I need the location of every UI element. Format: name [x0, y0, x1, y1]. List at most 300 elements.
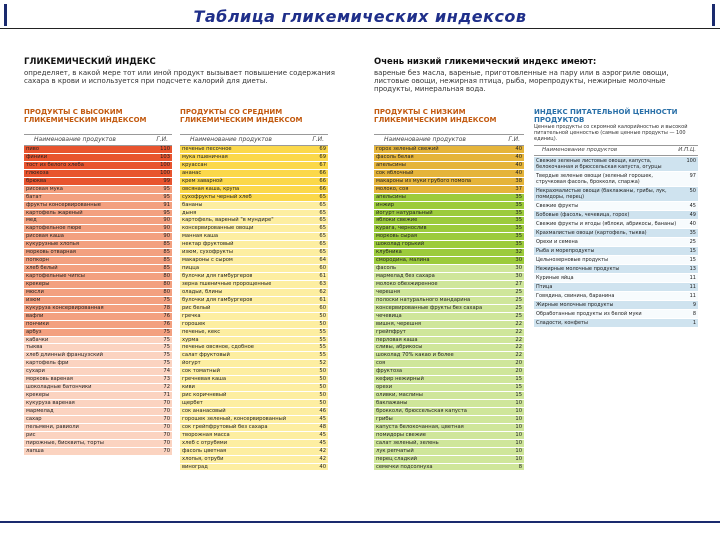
low-gi-table-row	[374, 344, 524, 352]
low-gi-table-row	[374, 202, 524, 210]
high-gi-gi-value: 80	[163, 288, 170, 295]
mid-gi-gi-value: 45	[319, 415, 326, 422]
low-gi-gi-value: 22	[515, 320, 522, 327]
high-gi-product-name: сухари	[26, 368, 45, 375]
high-gi-product-name: кукуруза вареная	[26, 400, 75, 406]
nutrition-ipc-header: И.П.Ц.	[678, 147, 696, 153]
low-gi-product-name: брокколи, брюссельская капуста	[376, 407, 467, 414]
intro-right-text: вареные без масла, вареные, приготовленные на пару или в аэрогриле овощи, листовые овощи, нежирная птица, рыба, морепродукты, нежирные молочные продукты, минеральная вода.	[374, 69, 669, 93]
nutrition-table-row	[534, 247, 698, 256]
mid-gi-gi-value: 50	[319, 376, 326, 383]
mid-gi-gi-value: 69	[319, 146, 326, 152]
low-gi-product-name: фруктоза	[376, 368, 403, 375]
mid-gi-gi-value: 45	[319, 431, 326, 438]
high-gi-gi-value: 78	[163, 304, 170, 311]
high-gi-product-name: попкорн	[26, 257, 49, 264]
intro-left-heading: ГЛИКЕМИЧЕСКИЙ ИНДЕКС	[24, 57, 156, 67]
high-gi-gi-value: 90	[163, 217, 170, 224]
nutrition-product-name: Рыба и морепродукты	[536, 248, 595, 254]
high-gi-table-row	[24, 178, 172, 186]
high-gi-product-name: хлеб длинный французский	[26, 352, 103, 359]
high-gi-gi-value: 85	[163, 265, 170, 272]
high-gi-table-row	[24, 273, 172, 281]
mid-gi-product-name: изюм, сухофрукты	[182, 249, 233, 256]
high-gi-table-row	[24, 257, 172, 265]
mid-gi-table-row	[180, 376, 328, 384]
mid-gi-table-row	[180, 178, 328, 186]
nutrition-table-row	[534, 319, 698, 328]
low-gi-table-row	[374, 297, 524, 305]
low-gi-gi-value: 15	[515, 384, 522, 391]
low-gi-rows	[374, 146, 524, 471]
mid-gi-product-name: киви	[182, 384, 195, 391]
low-gi-product-name: орехи	[376, 384, 393, 391]
nutrition-product-name: Свежие фрукты	[536, 203, 579, 209]
nutrition-table-row	[534, 283, 698, 292]
mid-gi-gi-value: 65	[319, 249, 326, 256]
intro-right	[374, 58, 698, 93]
mid-gi-rows	[180, 146, 328, 471]
low-gi-gi-value: 38	[515, 177, 522, 184]
high-gi-name-header: Наименование продуктов	[34, 136, 116, 143]
mid-gi-table-row	[180, 194, 328, 202]
low-gi-gi-value: 35	[515, 209, 522, 216]
low-gi-table-row	[374, 194, 524, 202]
low-gi-table-row	[374, 265, 524, 273]
low-gi-title: ПРОДУКТЫ С НИЗКИМ ГЛИКЕМИЧЕСКИМ ИНДЕКСОМ	[374, 108, 497, 124]
mid-gi-table-row	[180, 281, 328, 289]
high-gi-product-name: батат	[26, 193, 42, 200]
high-gi-product-name: мед	[26, 217, 37, 224]
low-gi-table-row	[374, 392, 524, 400]
low-gi-table-header	[374, 134, 524, 146]
mid-gi-product-name: фасоль цветная	[182, 447, 227, 454]
mid-gi-product-name: оладьи, блины	[182, 288, 223, 295]
low-gi-product-name: перловая каша	[376, 336, 418, 343]
high-gi-table-row	[24, 448, 172, 456]
low-gi-table-row	[374, 273, 524, 281]
mid-gi-column	[180, 108, 328, 471]
low-gi-gi-value: 30	[515, 265, 522, 272]
high-gi-product-name: картофель фри	[26, 360, 69, 367]
nutrition-ipc-value: 11	[689, 293, 696, 299]
high-gi-gi-value: 103	[160, 153, 170, 160]
mid-gi-product-name: салат фруктовый	[182, 352, 230, 359]
low-gi-product-name: молоко, соя	[376, 185, 409, 192]
high-gi-gi-header: Г.И.	[156, 136, 168, 143]
high-gi-gi-value: 70	[163, 439, 170, 446]
mid-gi-gi-value: 46	[319, 407, 326, 414]
high-gi-table-row	[24, 249, 172, 257]
low-gi-gi-value: 37	[515, 185, 522, 192]
mid-gi-gi-value: 55	[319, 328, 326, 335]
low-gi-gi-value: 8	[518, 463, 522, 470]
mid-gi-gi-value: 55	[319, 336, 326, 343]
mid-gi-product-name: круассан	[182, 161, 207, 168]
low-gi-gi-value: 35	[515, 233, 522, 240]
low-gi-gi-value: 30	[515, 257, 522, 264]
mid-gi-gi-value: 62	[319, 288, 326, 295]
low-gi-product-name: полоски натурального мандарина	[376, 296, 471, 303]
low-gi-gi-value: 22	[515, 328, 522, 335]
high-gi-gi-value: 76	[163, 320, 170, 327]
low-gi-gi-value: 10	[515, 439, 522, 446]
high-gi-table-row	[24, 297, 172, 305]
nutrition-ipc-value: 50	[689, 188, 696, 194]
mid-gi-table-row	[180, 400, 328, 408]
mid-gi-table-row	[180, 265, 328, 273]
high-gi-gi-value: 70	[163, 400, 170, 406]
nutrition-ipc-value: 35	[689, 230, 696, 236]
mid-gi-table-row	[180, 210, 328, 218]
mid-gi-name-header: Наименование продуктов	[190, 136, 272, 143]
nutrition-table-row	[534, 172, 698, 187]
mid-gi-product-name: мука пшеничная	[182, 153, 228, 160]
high-gi-gi-value: 70	[163, 407, 170, 414]
mid-gi-product-name: манная каша	[182, 233, 219, 240]
high-gi-gi-value: 99	[163, 177, 170, 184]
high-gi-table-row	[24, 154, 172, 162]
high-gi-product-name: пирожные, бисквиты, торты	[26, 439, 104, 446]
low-gi-product-name: помидоры свежие	[376, 431, 426, 438]
mid-gi-table-row	[180, 162, 328, 170]
nutrition-ipc-value: 13	[689, 266, 696, 272]
mid-gi-table-row	[180, 408, 328, 416]
nutrition-product-name: Свежие зеленые листовые овощи, капуста, белокочанная и брюссельская капуста, огурцы	[536, 158, 662, 170]
nutrition-ipc-value: 40	[689, 221, 696, 227]
high-gi-product-name: лапша	[26, 447, 44, 454]
low-gi-product-name: макароны из муки грубого помола	[376, 177, 472, 184]
high-gi-gi-value: 90	[163, 233, 170, 240]
mid-gi-table-row	[180, 448, 328, 456]
low-gi-table-row	[374, 146, 524, 154]
nutrition-table-row	[534, 256, 698, 265]
mid-gi-gi-header: Г.И.	[312, 136, 324, 143]
mid-gi-table-row	[180, 321, 328, 329]
nutrition-ipc-value: 100	[686, 158, 696, 164]
high-gi-gi-value: 100	[160, 169, 170, 176]
mid-gi-table-row	[180, 241, 328, 249]
low-gi-gi-value: 15	[515, 392, 522, 399]
high-gi-table-row	[24, 376, 172, 384]
mid-gi-product-name: булочки для гамбургеров	[182, 296, 253, 303]
high-gi-gi-value: 91	[163, 201, 170, 208]
high-gi-gi-value: 75	[163, 328, 170, 335]
mid-gi-product-name: печенье песочное	[182, 146, 232, 152]
low-gi-table-row	[374, 170, 524, 178]
slide-title-bar	[0, 0, 720, 30]
high-gi-table-row	[24, 416, 172, 424]
low-gi-table-row	[374, 448, 524, 456]
high-gi-table-row	[24, 146, 172, 154]
mid-gi-product-name: йогурт	[182, 360, 201, 367]
mid-gi-table-row	[180, 186, 328, 194]
high-gi-product-name: изюм	[26, 296, 41, 303]
low-gi-table-row	[374, 233, 524, 241]
low-gi-gi-value: 20	[515, 360, 522, 367]
high-gi-gi-value: 70	[163, 447, 170, 454]
mid-gi-product-name: хлопья, отруби	[182, 455, 224, 462]
high-gi-product-name: пельмени, равиоли	[26, 423, 79, 430]
low-gi-product-name: семечки подсолнуха	[376, 463, 433, 470]
high-gi-table-row	[24, 162, 172, 170]
mid-gi-title: ПРОДУКТЫ СО СРЕДНИМ ГЛИКЕМИЧЕСКИМ ИНДЕКСОМ	[180, 108, 303, 124]
mid-gi-gi-value: 42	[319, 455, 326, 462]
mid-gi-product-name: картофель, вареный "в мундире"	[182, 217, 274, 224]
high-gi-product-name: брюква	[26, 177, 47, 184]
intro-right-heading: Очень низкий гликемический индекс имеют:	[374, 57, 597, 67]
mid-gi-product-name: сок грейпфрутовый без сахара	[182, 423, 268, 430]
low-gi-product-name: сливы, абрикосы	[376, 344, 423, 351]
low-gi-gi-value: 25	[515, 312, 522, 319]
mid-gi-gi-value: 60	[319, 265, 326, 272]
mid-gi-product-name: гречка	[182, 312, 201, 319]
mid-gi-gi-value: 65	[319, 233, 326, 240]
high-gi-table-row	[24, 210, 172, 218]
mid-gi-table-row	[180, 313, 328, 321]
mid-gi-gi-value: 65	[319, 209, 326, 216]
low-gi-gi-value: 10	[515, 431, 522, 438]
nutrition-product-name: Крахмалистые овощи (картофель, тыква)	[536, 230, 647, 236]
mid-gi-gi-value: 50	[319, 312, 326, 319]
mid-gi-product-name: консервированные овощи	[182, 225, 254, 232]
low-gi-product-name: апельсины	[376, 161, 406, 168]
mid-gi-product-name: сухофрукты черный хлеб	[182, 193, 252, 200]
mid-gi-table-row	[180, 305, 328, 313]
mid-gi-table-row	[180, 170, 328, 178]
mid-gi-table-row	[180, 225, 328, 233]
nutrition-ipc-value: 15	[689, 248, 696, 254]
low-gi-product-name: мармелад без сахара	[376, 273, 435, 279]
high-gi-table-row	[24, 392, 172, 400]
high-gi-table-row	[24, 368, 172, 376]
nutrition-ipc-value: 25	[689, 239, 696, 245]
nutrition-rows	[534, 157, 698, 328]
low-gi-gi-value: 22	[515, 336, 522, 343]
nutrition-table-row	[534, 211, 698, 220]
nutrition-title: ИНДЕКС ПИТАТЕЛЬНОЙ ЦЕННОСТИ ПРОДУКТОВ	[534, 108, 678, 124]
mid-gi-gi-value: 50	[319, 368, 326, 375]
high-gi-table-row	[24, 313, 172, 321]
mid-gi-product-name: виноград	[182, 463, 208, 470]
nutrition-ipc-value: 45	[689, 203, 696, 209]
mid-gi-table-row	[180, 360, 328, 368]
mid-gi-table-row	[180, 432, 328, 440]
mid-gi-product-name: макароны с сыром	[182, 257, 233, 264]
low-gi-table-row	[374, 329, 524, 337]
low-gi-product-name: шоколад 70% какао и более	[376, 352, 454, 359]
low-gi-product-name: молоко обезжиренное	[376, 280, 438, 287]
low-gi-table-row	[374, 162, 524, 170]
high-gi-product-name: шоколадные батончики	[26, 384, 92, 391]
nutrition-ipc-value: 11	[689, 275, 696, 281]
mid-gi-product-name: сок ананасовый	[182, 407, 226, 414]
low-gi-product-name: перец сладкий	[376, 455, 418, 462]
low-gi-product-name: морковь сырая	[376, 233, 417, 240]
high-gi-product-name: морковь вареная	[26, 376, 73, 383]
intro-left	[24, 58, 342, 85]
low-gi-gi-value: 32	[515, 249, 522, 256]
low-gi-gi-value: 40	[515, 161, 522, 168]
high-gi-gi-value: 76	[163, 312, 170, 319]
mid-gi-product-name: пицца	[182, 265, 200, 272]
mid-gi-gi-value: 50	[319, 320, 326, 327]
high-gi-table-row	[24, 202, 172, 210]
title-underline	[0, 28, 720, 29]
mid-gi-gi-value: 50	[319, 400, 326, 406]
mid-gi-gi-value: 40	[319, 463, 326, 470]
low-gi-table-row	[374, 408, 524, 416]
high-gi-column	[24, 108, 172, 456]
high-gi-product-name: мармелад	[26, 407, 54, 414]
low-gi-table-row	[374, 305, 524, 313]
nutrition-table-row	[534, 187, 698, 202]
low-gi-table-row	[374, 400, 524, 408]
high-gi-table-row	[24, 400, 172, 408]
low-gi-gi-value: 10	[515, 447, 522, 454]
document-scan	[22, 48, 698, 518]
high-gi-table-row	[24, 186, 172, 194]
high-gi-gi-value: 110	[160, 146, 170, 152]
low-gi-product-name: грейпфрут	[376, 328, 406, 335]
high-gi-product-name: арбуз	[26, 328, 42, 335]
mid-gi-gi-value: 65	[319, 193, 326, 200]
mid-gi-product-name: бананы	[182, 201, 203, 208]
low-gi-table-row	[374, 154, 524, 162]
mid-gi-product-name: щербет	[182, 400, 203, 406]
high-gi-table-row	[24, 194, 172, 202]
high-gi-gi-value: 74	[163, 368, 170, 375]
mid-gi-gi-value: 48	[319, 423, 326, 430]
mid-gi-gi-value: 52	[319, 360, 326, 367]
high-gi-product-name: вафли	[26, 312, 44, 319]
nutrition-intro: Ценные продукты со скромной калорийностью и высокой питательной ценностью (самые ценные продукты — 100 единиц).	[534, 124, 688, 142]
low-gi-product-name: лук репчатый	[376, 447, 414, 454]
nutrition-product-name: Жирные молочные продукты	[536, 302, 614, 308]
high-gi-product-name: рисовая каша	[26, 233, 64, 240]
high-gi-gi-value: 85	[163, 249, 170, 256]
mid-gi-table-row	[180, 384, 328, 392]
low-gi-table-row	[374, 249, 524, 257]
low-gi-gi-value: 22	[515, 344, 522, 351]
mid-gi-table-row	[180, 352, 328, 360]
mid-gi-table-row	[180, 344, 328, 352]
low-gi-product-name: фасоль	[376, 265, 397, 272]
high-gi-table-row	[24, 233, 172, 241]
mid-gi-table-row	[180, 249, 328, 257]
low-gi-product-name: кефир нежирный	[376, 376, 424, 383]
high-gi-product-name: кабачки	[26, 336, 49, 343]
nutrition-product-name: Бобовые (фасоль, чечевица, горох)	[536, 212, 630, 218]
mid-gi-gi-value: 67	[319, 161, 326, 168]
low-gi-gi-value: 10	[515, 400, 522, 406]
low-gi-gi-value: 27	[515, 280, 522, 287]
nutrition-product-name: Орехи и семена	[536, 239, 578, 245]
nutrition-name-header: Наименование продуктов	[542, 147, 618, 153]
high-gi-table-row	[24, 225, 172, 233]
low-gi-product-name: апельсины	[376, 193, 406, 200]
low-gi-table-row	[374, 321, 524, 329]
low-gi-table-row	[374, 440, 524, 448]
low-gi-product-name: сок яблочный	[376, 169, 414, 176]
high-gi-gi-value: 73	[163, 376, 170, 383]
low-gi-product-name: капуста белокочанная, цветная	[376, 423, 464, 430]
high-gi-gi-value: 95	[163, 209, 170, 216]
high-gi-product-name: пончики	[26, 320, 49, 327]
mid-gi-gi-value: 55	[319, 344, 326, 351]
high-gi-product-name: картофель жареный	[26, 209, 83, 216]
high-gi-gi-value: 71	[163, 392, 170, 399]
low-gi-product-name: инжир	[376, 201, 395, 208]
low-gi-gi-value: 35	[515, 241, 522, 248]
nutrition-product-name: Обработанные продукты из белой муки	[536, 311, 642, 317]
high-gi-table-row	[24, 321, 172, 329]
nutrition-column	[534, 108, 698, 328]
mid-gi-table-row	[180, 464, 328, 472]
mid-gi-gi-value: 66	[319, 169, 326, 176]
mid-gi-gi-value: 61	[319, 296, 326, 303]
high-gi-gi-value: 80	[163, 273, 170, 279]
mid-gi-product-name: печенье, кекс	[182, 328, 221, 335]
mid-gi-gi-value: 65	[319, 201, 326, 208]
mid-gi-table-row	[180, 273, 328, 281]
nutrition-product-name: Некрахмалистые овощи (баклажаны, грибы, лук, помидоры, перец)	[536, 188, 667, 200]
low-gi-table-row	[374, 337, 524, 345]
mid-gi-gi-value: 65	[319, 217, 326, 224]
low-gi-name-header: Наименование продуктов	[384, 136, 466, 143]
mid-gi-product-name: горошек	[182, 320, 206, 327]
high-gi-gi-value: 75	[163, 344, 170, 351]
mid-gi-table-row	[180, 392, 328, 400]
nutrition-table-row	[534, 238, 698, 247]
mid-gi-gi-value: 42	[319, 447, 326, 454]
low-gi-product-name: соя	[376, 360, 386, 367]
low-gi-table-row	[374, 241, 524, 249]
low-gi-table-row	[374, 313, 524, 321]
high-gi-gi-value: 70	[163, 415, 170, 422]
mid-gi-table-header	[180, 134, 328, 146]
high-gi-table-row	[24, 289, 172, 297]
high-gi-gi-value: 95	[163, 185, 170, 192]
low-gi-table-row	[374, 360, 524, 368]
high-gi-product-name: тост из белого хлеба	[26, 161, 84, 168]
mid-gi-product-name: хлеб с отрубями	[182, 439, 228, 446]
low-gi-gi-value: 10	[515, 423, 522, 430]
low-gi-table-row	[374, 424, 524, 432]
low-gi-table-row	[374, 376, 524, 384]
high-gi-rows	[24, 146, 172, 456]
mid-gi-product-name: дыня	[182, 209, 197, 216]
nutrition-table-row	[534, 265, 698, 274]
high-gi-product-name: фрукты консервированные	[26, 201, 101, 208]
high-gi-table-row	[24, 337, 172, 345]
high-gi-product-name: крекеры	[26, 392, 50, 399]
mid-gi-product-name: зерна пшеничные пророщенные	[182, 280, 272, 287]
high-gi-gi-value: 75	[163, 360, 170, 367]
high-gi-product-name: рисовая мука	[26, 185, 63, 192]
high-gi-gi-value: 85	[163, 241, 170, 248]
mid-gi-table-row	[180, 416, 328, 424]
low-gi-gi-value: 25	[515, 296, 522, 303]
mid-gi-gi-value: 50	[319, 384, 326, 391]
mid-gi-table-row	[180, 289, 328, 297]
nutrition-ipc-value: 15	[689, 257, 696, 263]
low-gi-product-name: фасоль белая	[376, 153, 414, 160]
low-gi-product-name: баклажаны	[376, 400, 408, 406]
high-gi-table-row	[24, 408, 172, 416]
mid-gi-gi-value: 63	[319, 280, 326, 287]
low-gi-table-row	[374, 456, 524, 464]
